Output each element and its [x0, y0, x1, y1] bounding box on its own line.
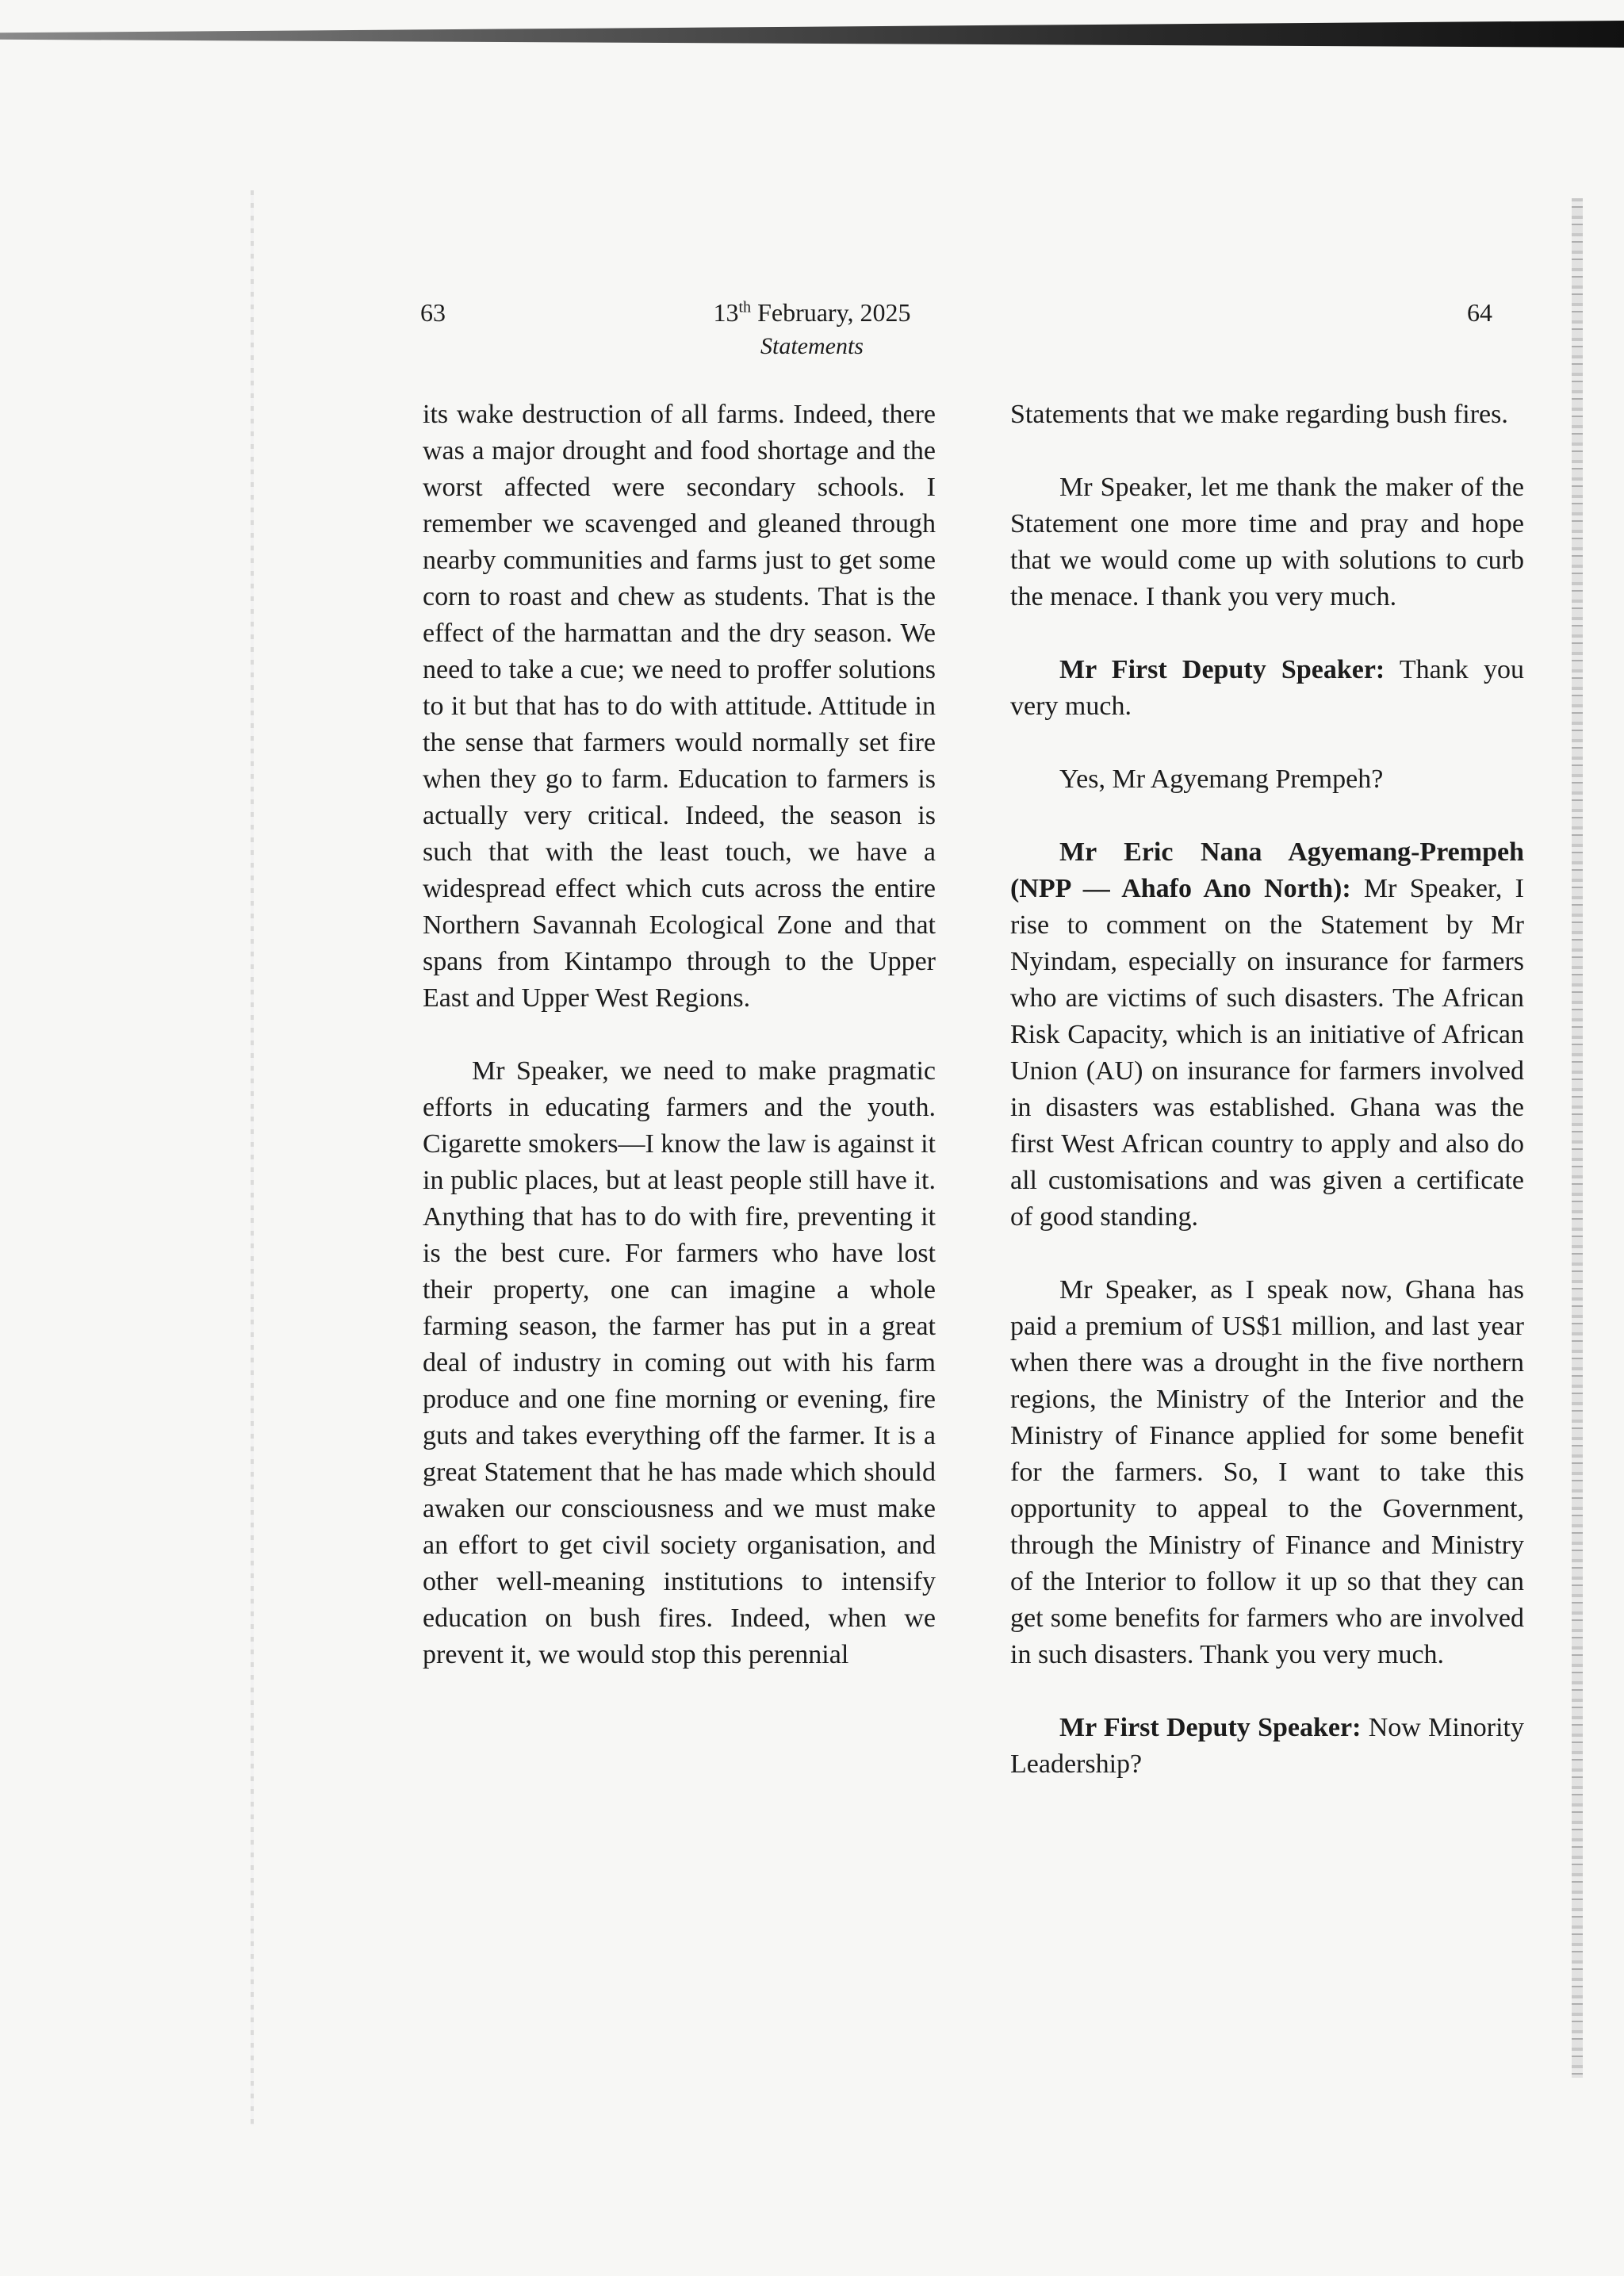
header-date: [0, 298, 1624, 328]
scan-right-edge: [1572, 198, 1583, 2078]
right-column: [1010, 397, 1524, 1783]
section-title: Statements: [760, 333, 864, 359]
speaker-paragraph: [1010, 652, 1524, 725]
date-suffix: th: [738, 298, 752, 316]
page-number-left: 63: [420, 298, 446, 327]
speech-text: Mr Speaker, I rise to comment on the Statement by Mr Nyindam, especially on insurance for farmers who are victims of such disasters. The African Risk Capacity, which is an initiative of African Union (AU) on insurance for farmers involved in disasters was established. Ghana was the first West African country to apply and also do all customisations and was given a certificate of good standing.: [1010, 874, 1524, 1232]
paragraph: Mr Speaker, we need to make pragmatic efforts in educating farmers and the youth. Cigarette smokers—I know the law is against it in public places, but at least people still have it. Anything that has to do with fire, preventing it is the best cure. For farmers who have lost their property, one can imagine a whole farming season, the farmer has put in a great deal of industry in coming out with his farm produce and one fine morning or evening, fire guts and takes everything off the farmer. It is a great Statement that he has made which should awaken our consciousness and we must make an effort to get civil society organisation, and other well-meaning institutions to intensify education on bush fires. Indeed, when we prevent it, we would stop this perennial: [423, 1056, 936, 1669]
paragraph: its wake destruction of all farms. Indeed, there was a major drought and food shortage and the worst affected were secondary schools. I remember we scavenged and gleaned through nearby communities and farms just to get some corn to roast and chew as students. That is the effect of the harmattan and the dry season. We need to take a cue; we need to proffer solutions to it but that has to do with attitude. Attitude in the sense that farmers would normally set fire when they go to farm. Education to farmers is actually very critical. Indeed, the season is such that with the least touch, we have a widespread effect which cuts across the entire Northern Savannah Ecological Zone and that spans from Kintampo through to the Upper East and Upper West Regions.: [423, 400, 936, 1013]
speaker-paragraph: [1010, 834, 1524, 1236]
paragraph: Statements that we make regarding bush fires.: [1010, 400, 1508, 429]
date-day: 13: [713, 298, 739, 327]
left-column: [423, 397, 936, 1673]
paragraph: Mr Speaker, as I speak now, Ghana has paid a premium of US$1 million, and last year when there was a drought in the five northern regions, the Ministry of the Interior and the Ministry of Finance applied for some benefit for the farmers. So, I want to take this opportunity to appeal to the Government, through the Ministry of Finance and Ministry of the Interior to follow it up so that they can get some benefits for farmers who are involved in such disasters. Thank you very much.: [1010, 1275, 1524, 1669]
date-rest: February, 2025: [751, 298, 911, 327]
speaker-paragraph: [1010, 1710, 1524, 1783]
paragraph: Mr Speaker, let me thank the maker of the Statement one more time and pray and hope that we would come up with solutions to curb the menace. I thank you very much.: [1010, 473, 1524, 611]
page-number-right: 64: [1467, 298, 1492, 327]
speech-text: Now Minority Leadership?: [1010, 1713, 1524, 1779]
speaker-name: Mr Eric Nana Agyemang-Prempeh (NPP — Ahafo Ano North):: [1010, 837, 1524, 903]
speaker-name: Mr First Deputy Speaker:: [1059, 1713, 1362, 1742]
speech-text: Thank you very much.: [1010, 655, 1524, 721]
speaker-name: Mr First Deputy Speaker:: [1059, 655, 1385, 684]
paragraph: Yes, Mr Agyemang Prempeh?: [1059, 764, 1384, 794]
scan-binding-shadow: [251, 190, 254, 2125]
scan-top-edge: [0, 21, 1624, 48]
